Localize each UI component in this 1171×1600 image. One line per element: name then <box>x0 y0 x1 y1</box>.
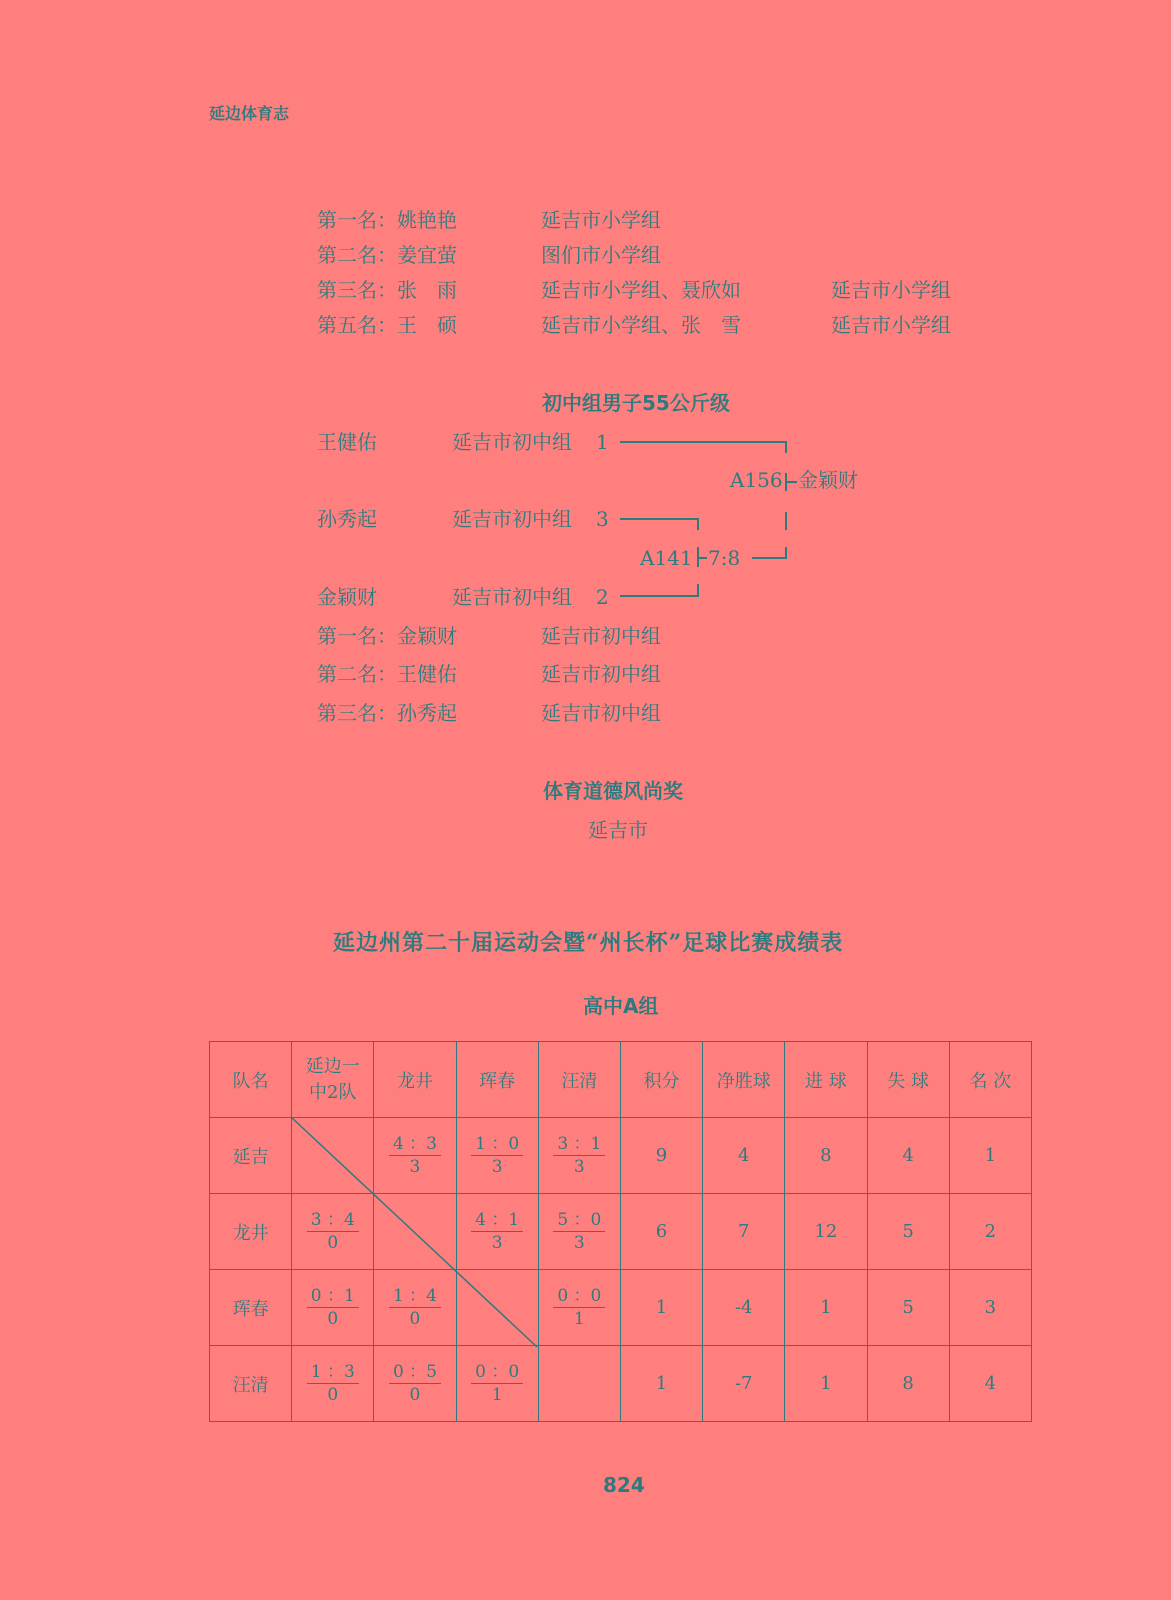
goals-for-cell: 1 <box>785 1346 867 1422</box>
junior-rank-3: 第三名：孙秀起 <box>317 701 457 725</box>
junior-rank-2: 第二名：王健佑 <box>317 662 457 686</box>
morality-award-winner: 延吉市 <box>588 818 648 842</box>
score-points: 3 <box>491 1157 503 1177</box>
score-points: 0 <box>409 1385 421 1405</box>
junior-rank-1: 第一名：金颖财 <box>317 624 457 648</box>
points-cell: 1 <box>620 1270 702 1346</box>
bracket-player-3-name: 金颖财 <box>317 585 377 609</box>
self-match-diagonal <box>291 1117 537 1347</box>
page-number: 824 <box>603 1473 645 1497</box>
football-group: 高中A组 <box>583 994 659 1018</box>
score-result: 0 ：0 <box>471 1361 523 1384</box>
bracket-player-1-name: 王健佑 <box>317 430 377 454</box>
score-points: 1 <box>491 1385 503 1405</box>
th-wangqing: 汪清 <box>538 1042 620 1118</box>
goals-against-cell: 8 <box>867 1346 949 1422</box>
bracket-match1-code: A141 <box>640 546 693 570</box>
score-points: 3 <box>409 1157 421 1177</box>
goals-against-cell: 5 <box>867 1270 949 1346</box>
score-result: 0 ：0 <box>553 1285 605 1308</box>
bracket-final-winner: 金颖财 <box>798 468 858 492</box>
team-name-cell: 龙井 <box>210 1194 292 1270</box>
goals-for-cell: 1 <box>785 1270 867 1346</box>
goals-for-cell: 8 <box>785 1118 867 1194</box>
primary-extra-unit-3: 延吉市小学组 <box>831 278 951 302</box>
score-result: 1 ：0 <box>471 1133 523 1156</box>
bracket-player-3-unit: 延吉市初中组 <box>452 585 572 609</box>
score-result: 4 ：3 <box>389 1133 441 1156</box>
score-result: 5 ：0 <box>553 1209 605 1232</box>
rank-cell: 4 <box>949 1346 1031 1422</box>
goals-against-cell: 4 <box>867 1118 949 1194</box>
bracket-player-1-seed: 1 <box>596 430 609 454</box>
rank-cell: 2 <box>949 1194 1031 1270</box>
score-points: 0 <box>409 1309 421 1329</box>
junior-section-title: 初中组男子55公斤级 <box>542 391 730 415</box>
th-longjing: 龙井 <box>374 1042 456 1118</box>
primary-unit-5: 延吉市小学组、张 雪 <box>541 313 741 337</box>
score-result: 3 ：4 <box>307 1209 359 1232</box>
th-yanbian-2-line2: 中2队 <box>309 1081 357 1103</box>
score-points: 0 <box>327 1309 339 1329</box>
score-points: 1 <box>573 1309 585 1329</box>
primary-unit-3: 延吉市小学组、聂欣如 <box>541 278 741 302</box>
th-rank: 名 次 <box>949 1042 1031 1118</box>
goal-diff-cell: -7 <box>703 1346 785 1422</box>
th-goals-for: 进 球 <box>785 1042 867 1118</box>
points-cell: 6 <box>620 1194 702 1270</box>
team-name-cell: 延吉 <box>210 1118 292 1194</box>
morality-award-title: 体育道德风尚奖 <box>543 779 683 803</box>
bracket-player-2-name: 孙秀起 <box>317 507 377 531</box>
junior-unit-3: 延吉市初中组 <box>541 701 661 725</box>
football-title: 延边州第二十届运动会暨“州长杯”足球比赛成绩表 <box>333 930 844 956</box>
th-points: 积分 <box>620 1042 702 1118</box>
rank-cell: 3 <box>949 1270 1031 1346</box>
score-points: 3 <box>573 1233 585 1253</box>
score-result: 4 ：1 <box>471 1209 523 1232</box>
score-points: 3 <box>573 1157 585 1177</box>
bracket-player-3-seed: 2 <box>596 585 609 609</box>
th-yanbian-2-line1: 延边一 <box>305 1055 360 1077</box>
th-goal-diff: 净胜球 <box>703 1042 785 1118</box>
bracket-player-2-unit: 延吉市初中组 <box>452 507 572 531</box>
score-result: 1 ：4 <box>389 1285 441 1308</box>
bracket-player-1-unit: 延吉市初中组 <box>452 430 572 454</box>
th-hunchun: 珲春 <box>456 1042 538 1118</box>
primary-extra-unit-5: 延吉市小学组 <box>831 313 951 337</box>
points-cell: 1 <box>620 1346 702 1422</box>
primary-unit-1: 延吉市小学组 <box>541 208 661 232</box>
th-team: 队名 <box>210 1042 292 1118</box>
primary-rank-5: 第五名：王 硕 <box>317 313 457 337</box>
running-header: 延边体育志 <box>209 104 290 123</box>
score-points: 0 <box>327 1233 339 1253</box>
goal-diff-cell: 4 <box>703 1118 785 1194</box>
score-points: 0 <box>327 1385 339 1405</box>
points-cell: 9 <box>620 1118 702 1194</box>
rank-cell: 1 <box>949 1118 1031 1194</box>
th-goals-against: 失 球 <box>867 1042 949 1118</box>
junior-unit-1: 延吉市初中组 <box>541 624 661 648</box>
team-name-cell: 汪清 <box>210 1346 292 1422</box>
goal-diff-cell: -4 <box>703 1270 785 1346</box>
bracket-final-code: A156 <box>730 468 783 492</box>
score-result: 3 ：1 <box>553 1133 605 1156</box>
primary-rank-1: 第一名：姚艳艳 <box>317 208 457 232</box>
score-result: 0 ：5 <box>389 1361 441 1384</box>
bracket-match1-score: 7:8 <box>708 546 741 570</box>
score-result: 1 ：3 <box>307 1361 359 1384</box>
primary-unit-2: 图们市小学组 <box>541 243 661 267</box>
score-points: 3 <box>491 1233 503 1253</box>
team-name-cell: 珲春 <box>210 1270 292 1346</box>
bracket-player-2-seed: 3 <box>596 507 609 531</box>
junior-unit-2: 延吉市初中组 <box>541 662 661 686</box>
primary-rank-2: 第二名：姜宜萤 <box>317 243 457 267</box>
score-result: 0 ：1 <box>307 1285 359 1308</box>
goals-for-cell: 12 <box>785 1194 867 1270</box>
goals-against-cell: 5 <box>867 1194 949 1270</box>
primary-rank-3: 第三名：张 雨 <box>317 278 457 302</box>
goal-diff-cell: 7 <box>703 1194 785 1270</box>
